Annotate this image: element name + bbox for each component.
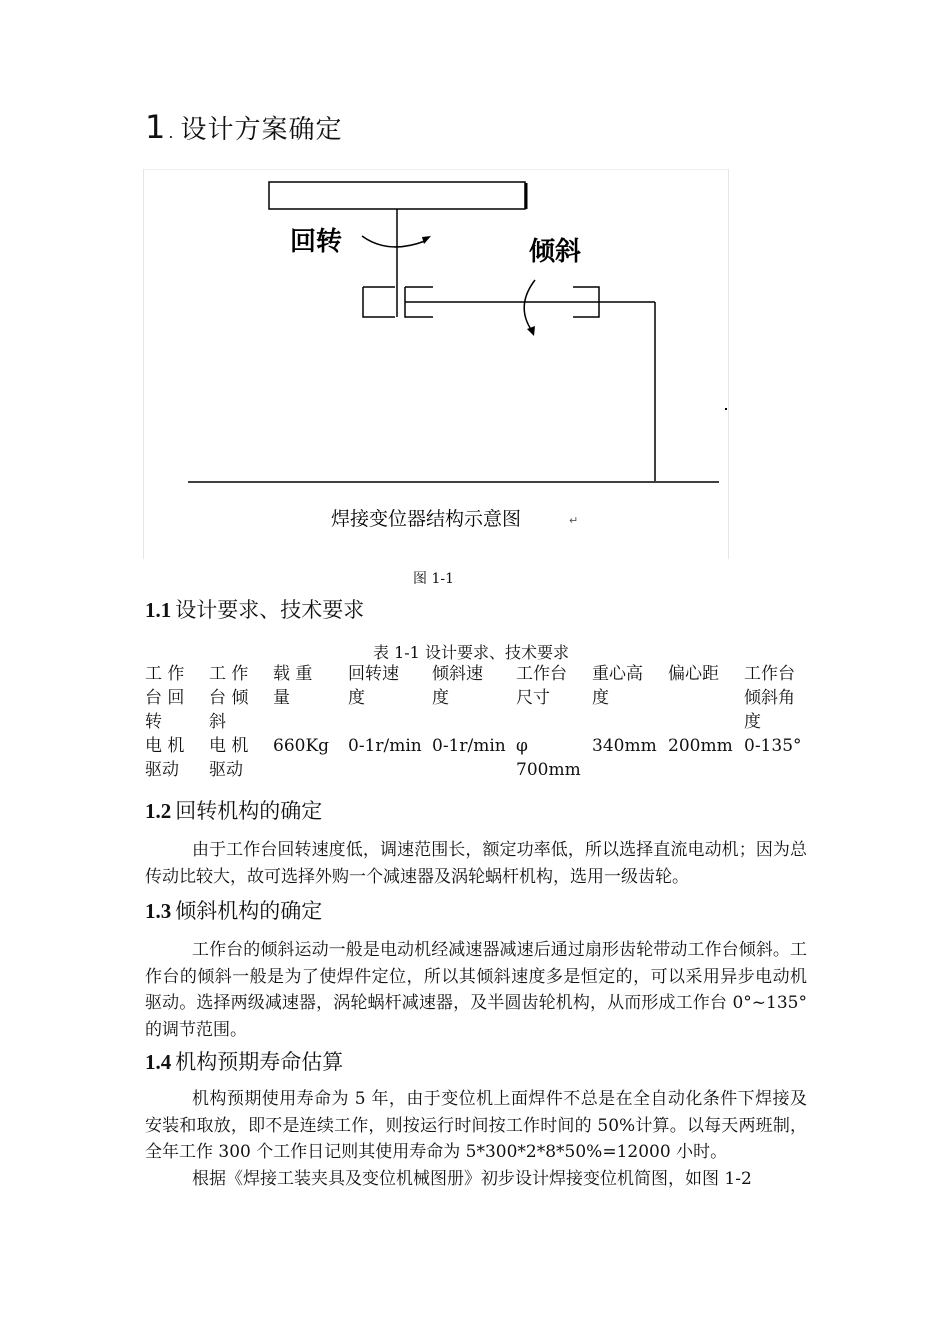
section-number: 1.4 [145, 1050, 172, 1074]
table-header-row [145, 662, 808, 734]
paragraph-text: 由于工作台回转速度低，调速范围长，额定功率低，所以选择直流电动机；因为总传动比较大，故可选择外购一个减速器及涡轮蜗杆机构，选用一级齿轮。 [145, 840, 807, 887]
paragraph-text: 机构预期使用寿命为 5 年，由于变位机上面焊件不总是在全自动化条件下焊接及安装和取放，即不是连续工作，则按运行时间按工作时间的 50%计算。以每天两班制，全年工作 300 个工作日记则其使用寿命为 5*300*2*8*50%=12000 小时。 [145, 1089, 807, 1162]
rotate-label: 回转 [290, 227, 343, 257]
table-header-cell: 倾斜速 度 [432, 664, 483, 708]
table-header-cell: 载 重 量 [273, 664, 313, 708]
heading-dot: . [168, 123, 175, 142]
table-cell: φ 700mm [516, 736, 581, 780]
section-title: 设计要求、技术要求 [175, 598, 365, 622]
paragraph-text: 工作台的倾斜运动一般是电动机经减速器减速后通过扇形齿轮带动工作台倾斜。工作台的倾斜一般是为了使焊件定位，所以其倾斜速度多是恒定的，可以采用异步电动机驱动。选择两级减速器，涡轮蜗杆减速器，及半圆齿轮机构，从而形成工作台 0°~135° 的调节范围。 [145, 940, 807, 1040]
structure-diagram [143, 169, 729, 559]
left-bearing [363, 287, 395, 317]
diagram-caption: 焊接变位器结构示意图 [331, 508, 522, 530]
requirements-table [145, 662, 808, 782]
return-mark: ↵ [569, 514, 579, 527]
table-cell: 660Kg [273, 736, 330, 756]
section-number: 1.1 [145, 598, 172, 622]
rotate-arrow [362, 236, 425, 247]
tilt-label: 倾斜 [529, 237, 582, 267]
table-cell: 电 机 驱动 [145, 736, 185, 780]
table-header-cell: 工 作 台 回 转 [145, 664, 185, 732]
section-heading-1-1 [145, 594, 364, 624]
section-number: 1.3 [145, 899, 172, 923]
chapter-title: 设计方案确定 [180, 115, 343, 145]
section-number: 1.2 [145, 799, 172, 823]
table-header-cell: 工 作 台 倾 斜 [209, 664, 249, 732]
table-header-cell: 工作台 尺寸 [516, 664, 567, 708]
table-header-cell: 工作台 倾斜角 度 [744, 664, 795, 732]
section-heading-1-3 [145, 895, 322, 925]
paragraph-text: 根据《焊接工装夹具及变位机械图册》初步设计焊接变位机简图，如图 1-2 [192, 1168, 752, 1189]
section-title: 倾斜机构的确定 [175, 899, 323, 923]
table-cell: 340mm [592, 736, 657, 756]
tilt-arrow [524, 280, 535, 331]
chapter-heading [145, 108, 342, 146]
table-cell: 200mm [668, 736, 733, 756]
table-header-cell: 重心高 度 [592, 664, 643, 708]
table-header-cell: 偏心距 [668, 664, 719, 684]
worktable-rect [269, 182, 525, 209]
table-cell: 0-135° [744, 736, 802, 756]
table-cell: 0-1r/min [348, 736, 422, 756]
section-title: 回转机构的确定 [175, 799, 323, 823]
chapter-number: 1 [145, 108, 167, 146]
figure-caption: 图 1-1 [413, 571, 454, 587]
table-header-cell: 回转速 度 [348, 664, 399, 708]
table-row [145, 734, 808, 782]
table-caption: 表 1-1 设计要求、技术要求 [373, 643, 569, 662]
section-heading-1-4 [145, 1046, 343, 1076]
paragraph-1-2 [145, 837, 807, 890]
diagram-svg [143, 169, 729, 559]
table-cell: 电 机 驱动 [209, 736, 249, 780]
section-title: 机构预期寿命估算 [175, 1050, 344, 1074]
section-heading-1-2 [145, 795, 322, 825]
table-cell: 0-1r/min [432, 736, 506, 756]
paragraph-1-3 [145, 937, 807, 1043]
paragraph-1-4 [145, 1086, 807, 1192]
